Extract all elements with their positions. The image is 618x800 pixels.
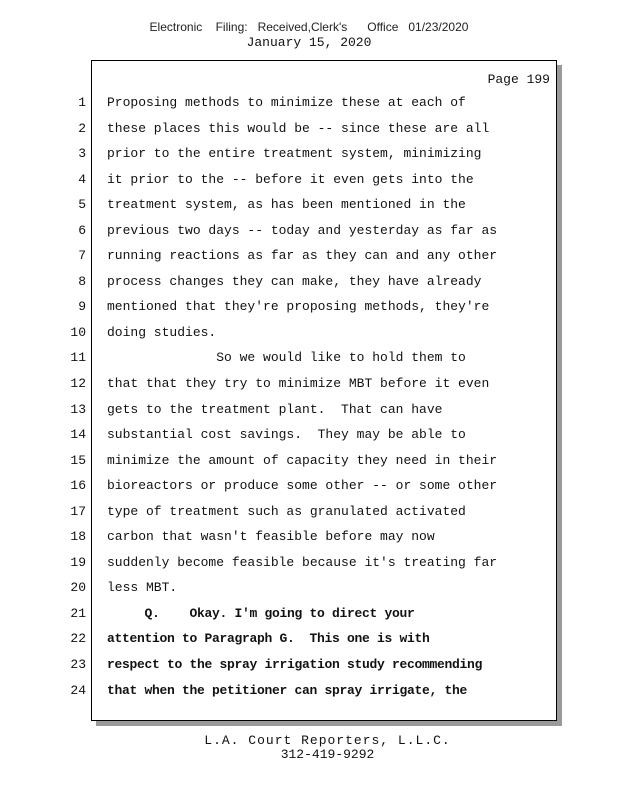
line-number: 14 — [70, 427, 86, 443]
line-number: 15 — [70, 452, 86, 468]
transcript-line: Proposing methods to minimize these at each of — [107, 95, 466, 110]
line-number: 20 — [70, 580, 86, 596]
transcript-line: doing studies. — [107, 324, 217, 340]
line-number: 2 — [78, 120, 86, 136]
transcript-line-question: respect to the spray irrigation study recommending — [107, 657, 483, 673]
hearing-date: January 15, 2020 — [246, 35, 372, 50]
line-number: 22 — [70, 631, 86, 647]
transcript-line: that that they try to minimize MBT before it even — [107, 376, 490, 392]
line-number: 8 — [78, 273, 86, 289]
transcript-line: type of treatment such as granulated activated — [107, 503, 466, 519]
transcript-line: running reactions as far as they can and any other — [107, 248, 498, 264]
transcript-line: process changes they can make, they have already — [107, 273, 482, 289]
transcript-lines — [107, 93, 552, 706]
line-number: 17 — [70, 503, 86, 519]
reporter-phone: 312-419-9292 — [280, 747, 375, 762]
line-number: 10 — [70, 324, 86, 340]
transcript-line: less MBT. — [107, 580, 178, 596]
transcript-line: treatment system, as has been mentioned in the — [107, 197, 466, 213]
line-number: 21 — [70, 605, 86, 621]
line-number: 5 — [78, 197, 86, 213]
line-number: 11 — [70, 350, 86, 366]
line-number: 3 — [78, 146, 86, 162]
transcript-line: minimize the amount of capacity they need in their — [107, 452, 498, 468]
transcript-line: bioreactors or produce some other -- or some other — [107, 478, 498, 494]
line-number: 1 — [78, 95, 86, 110]
page-number: Page 199 — [487, 72, 550, 87]
transcript-line: So we would like to hold them to — [107, 350, 466, 366]
transcript-line-question: attention to Paragraph G. This one is with — [107, 631, 430, 647]
transcript-line: previous two days -- today and yesterday as far as — [107, 222, 498, 238]
transcript-line: it prior to the -- before it even gets into the — [107, 171, 474, 187]
transcript-line: suddenly become feasible because it's treating far — [107, 554, 498, 570]
transcript-line: prior to the entire treatment system, minimizing — [107, 146, 482, 162]
line-number: 6 — [78, 222, 86, 238]
line-number: 23 — [70, 657, 86, 673]
line-number: 19 — [70, 554, 86, 570]
line-number: 7 — [78, 248, 86, 264]
transcript-line-question: that when the petitioner can spray irrigate, the — [107, 682, 468, 698]
filing-stamp: Electronic Filing: Received,Clerk's Office 01/23/2020 — [149, 20, 469, 34]
line-number: 24 — [70, 682, 86, 698]
transcript-line: these places this would be -- since these are all — [107, 120, 490, 136]
line-number: 9 — [78, 299, 86, 315]
line-number: 13 — [70, 401, 86, 417]
transcript-line: gets to the treatment plant. That can have — [107, 401, 443, 417]
transcript-line: mentioned that they're proposing methods, they're — [107, 299, 490, 315]
line-number: 12 — [70, 376, 86, 392]
transcript-line: carbon that wasn't feasible before may now — [107, 529, 435, 545]
line-number: 18 — [70, 529, 86, 545]
transcript-line-question: Q. Okay. I'm going to direct your — [107, 605, 415, 621]
line-number: 16 — [70, 478, 86, 494]
line-number: 4 — [78, 171, 86, 187]
transcript-line: substantial cost savings. They may be able to — [107, 427, 466, 443]
line-number-column — [52, 93, 86, 706]
reporter-name: L.A. Court Reporters, L.L.C. — [204, 733, 451, 748]
